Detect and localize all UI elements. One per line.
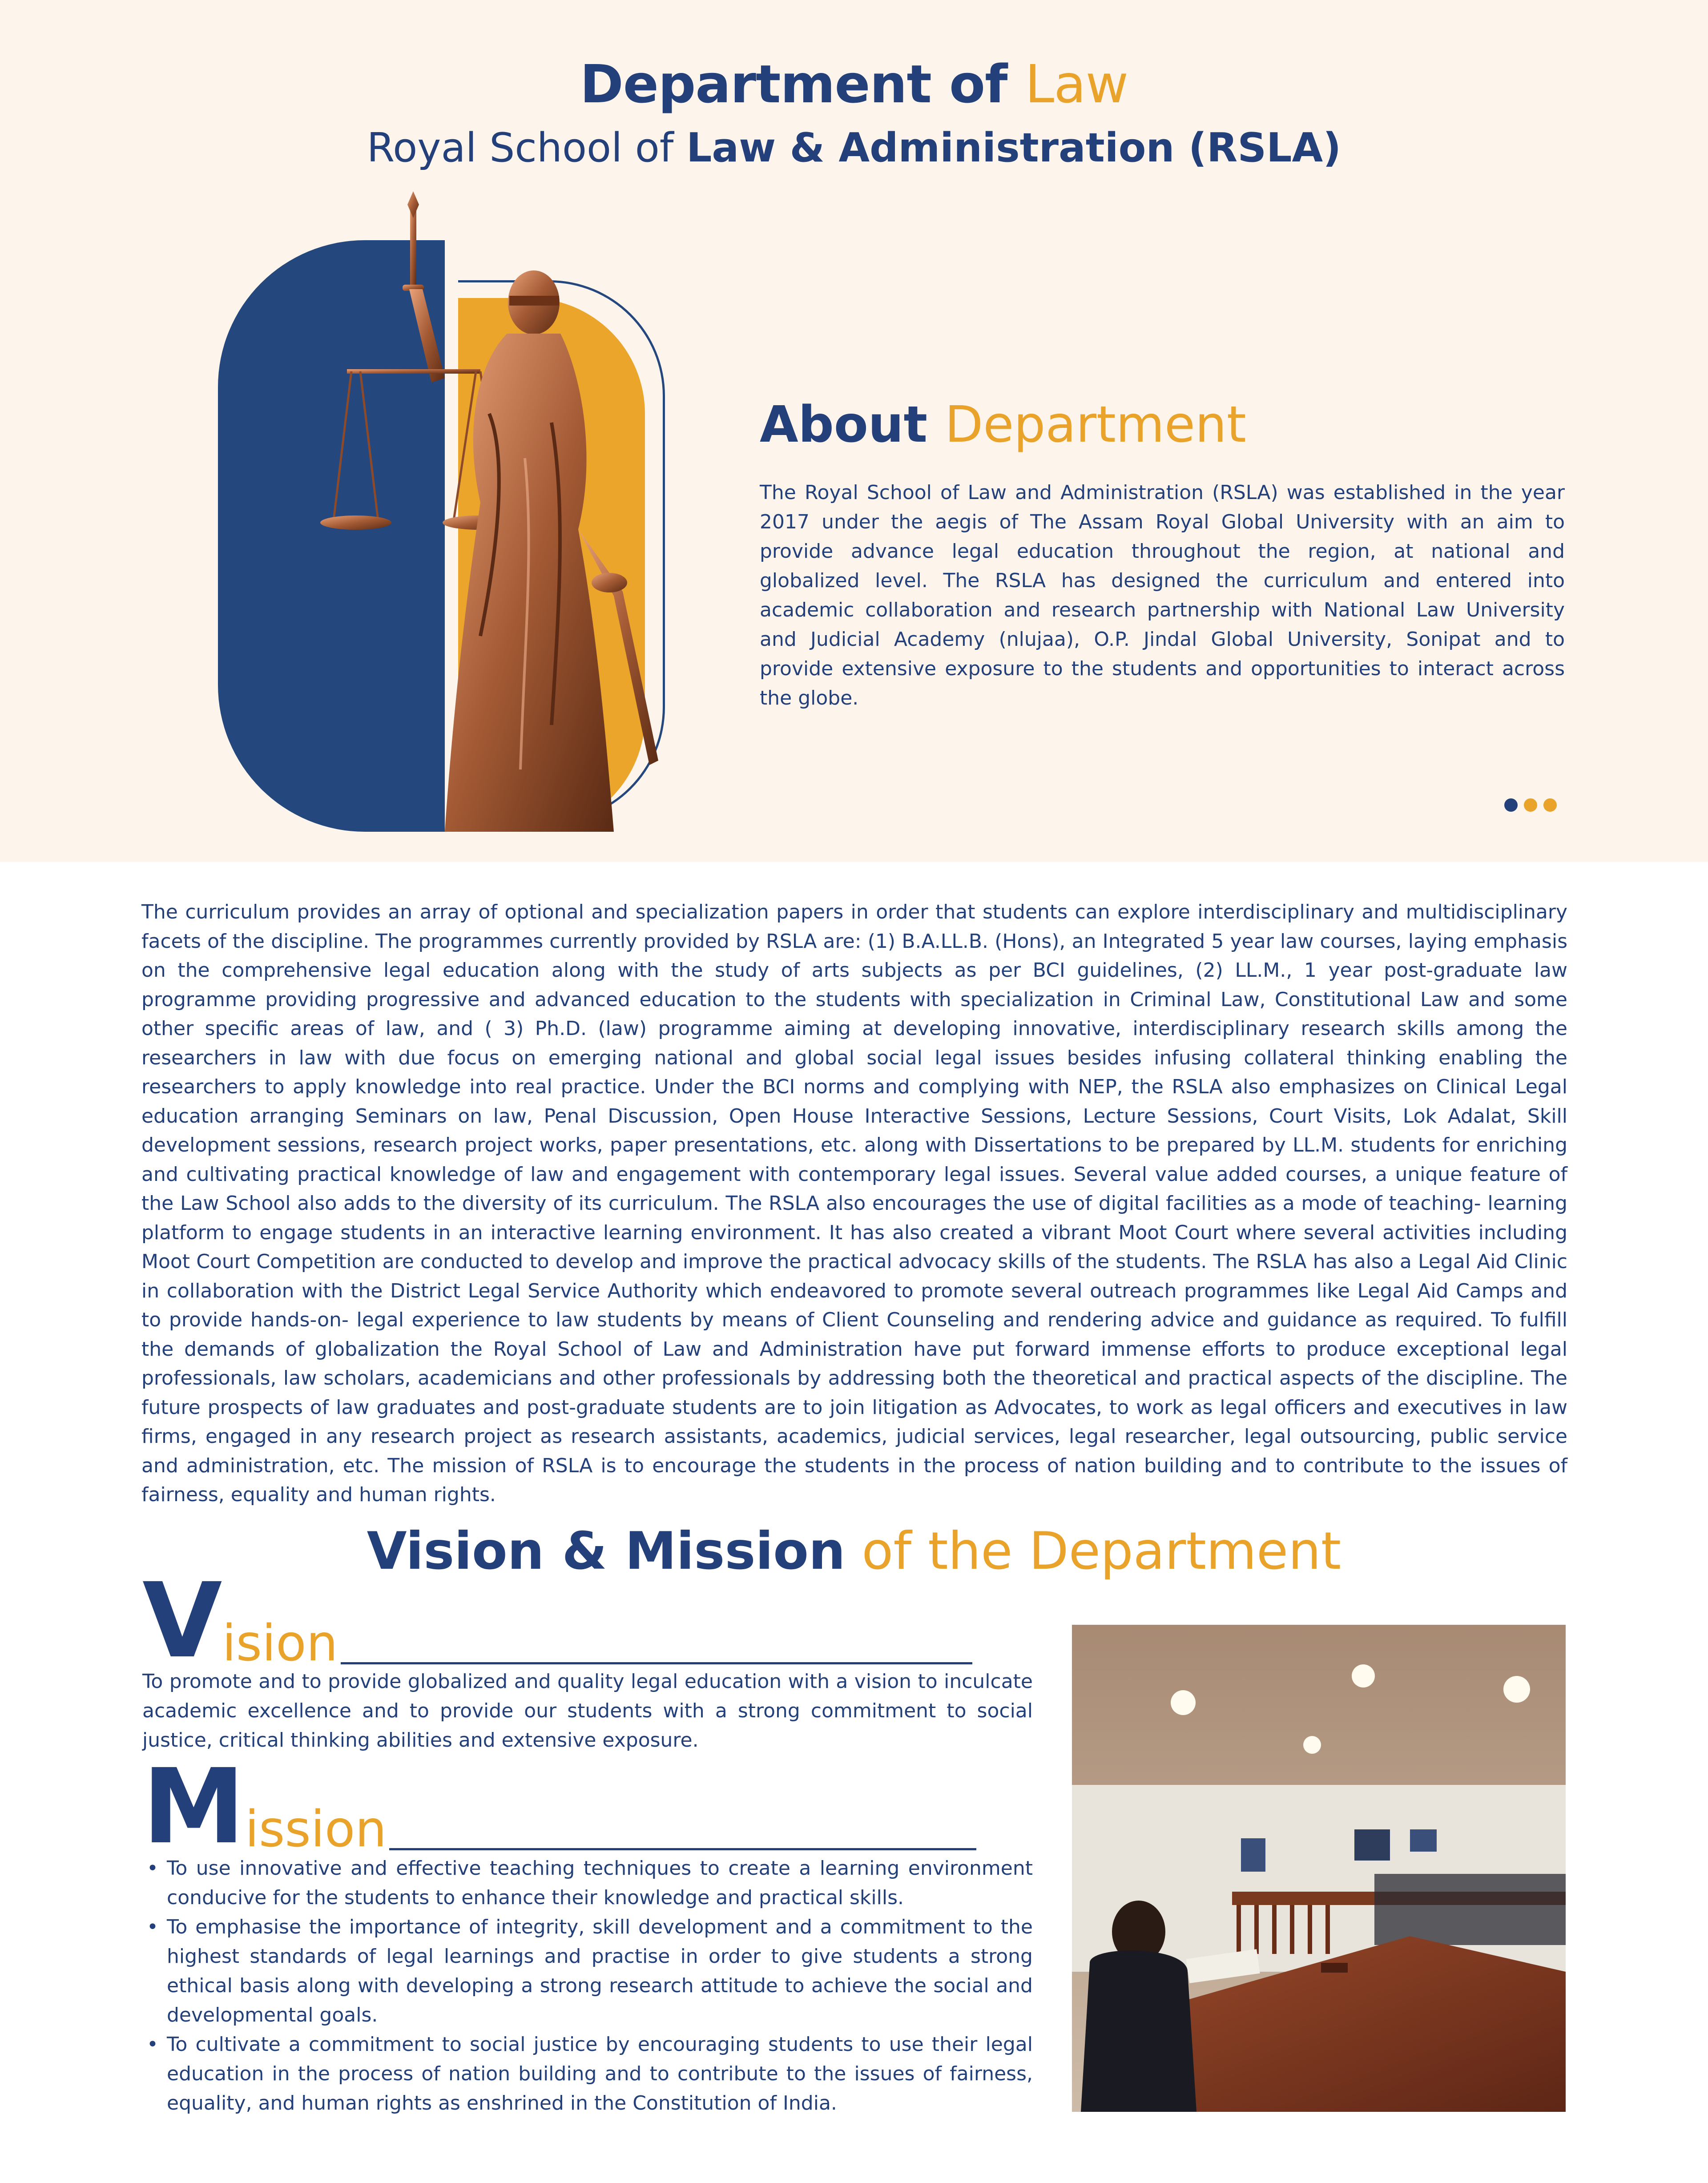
courtroom-image [1072,1625,1566,2112]
mission-item: • To cultivate a commitment to social justice by encouraging students to use their legal education in the process of nation building and to contribute to the issues of fairness, equality, and human rights as enshrined in the Constitution of India. [142,2030,1033,2118]
lady-justice-illustration [214,191,716,832]
pagination-dots[interactable] [1504,798,1563,814]
lady-justice-statue-icon [214,191,716,832]
vision-mission-heading: Vision & Mission of the Department [367,1521,1341,1581]
vision-paragraph: To promote and to provide globalized and quality legal education with a vision to inculcate academic excellence and to provide our students with a strong commitment to social justice, critical thinking abilities and extensive exposure. [142,1670,1033,1752]
curriculum-paragraph: The curriculum provides an array of optional and specialization papers in order that students can explore interdisciplinary and multidisciplinary facets of the discipline. The programmes currently provided by RSLA are: (1) B.A.LL.B. (Hons), an Integrated 5 year law courses, laying emphasis on the comprehensive legal education along with the study of arts subjects as per BCI guidelines, (2) LL.M., 1 year post-graduate law programme providing progressive and advanced education to the students with specialization in Criminal Law, Constitutional Law and some other specific areas of law, and ( 3) Ph.D. (law) programme aiming at developing innovative, interdisciplinary research skills among the researchers in law with due focus on emerging national and global social legal issues besides infusing collateral thinking enabling the researchers to apply knowledge into real practice. Under the BCI norms and complying with NEP, the RSLA also emphasizes on Clinical Legal education arranging Seminars on law, Penal Discussion, Open House Interactive Sessions, Lecture Sessions, Court Visits, Lok Adalat, Skill development sessions, research project works, paper presentations, etc. along with Dissertations to be prepared by LL.M. students for enriching and cultivating practical knowledge of law and engagement with contemporary legal issues. Several value added courses, a unique feature of the Law School also adds to the diversity of its curriculum. The RSLA also encourages the use of digital facilities as a mode of teaching- learning platform to engage students in an interactive learning environment. It has also created a vibrant Moot Court where several activities including Moot Court Competition are conducted to develop and improve the practical advocacy skills of the students. The RSLA has also a Legal Aid Clinic in collaboration with the District Legal Service Authority which endeavored to promote several outreach programmes like Legal Aid Camps and to provide hands-on- legal experience to law students by means of Client Counseling and rendering advice and guidance as required. To fulfill the demands of globalization the Royal School of Law and Administration have put forward immense efforts to produce exceptional legal professionals, law scholars, academicians and other professionals by addressing both the theoretical and practical aspects of the discipline. The future prospects of law graduates and post-graduate students are to join litigation as Advocates, to work as legal officers and executives in law firms, engaged in any research project as research assistants, academics, judicial services, legal researcher, legal outsourcing, public service and administration, etc. The mission of RSLA is to encourage the students in the process of nation building and to contribute to the issues of fairness, equality and human rights. [141,901,1567,1506]
vision-heading: V ision [142,1569,972,1672]
dot-2[interactable] [1524,798,1537,812]
mission-list [142,1854,1033,2118]
about-paragraph: The Royal School of Law and Administration (RSLA) was established in the year 2017 under the aegis of The Assam Royal Global University with an aim to provide advance legal education throughout the region, at national and globalized level. The RSLA has designed the curriculum and entered into academic collaboration and research partnership with National Law University and Judicial Academy (nlujaa), O.P. Jindal Global University, Sonipat and to provide extensive exposure to the students and opportunities to interact across the globe. [760,481,1565,709]
mission-heading: M ission [142,1755,976,1858]
vision-underline [341,1662,972,1664]
page-subtitle: Royal School of Law & Administration (RSLA) [367,125,1341,171]
mission-item: • To use innovative and effective teaching techniques to create a learning environment conducive for the students to enhance their knowledge and practical skills. [142,1854,1033,1913]
dot-1[interactable] [1504,798,1518,812]
mission-item: • To emphasise the importance of integrity, skill development and a commitment to the highest standards of legal learnings and practise in order to give students a strong ethical basis along with developing a strong research attitude to achieve the social and developmental goals. [142,1913,1033,2030]
dot-3[interactable] [1543,798,1557,812]
about-heading: About Department [760,396,1246,454]
courtroom-photo [1072,1625,1566,2112]
page-title: Department of Law [580,53,1128,115]
mission-underline [389,1848,976,1850]
hero-section [0,0,1708,862]
